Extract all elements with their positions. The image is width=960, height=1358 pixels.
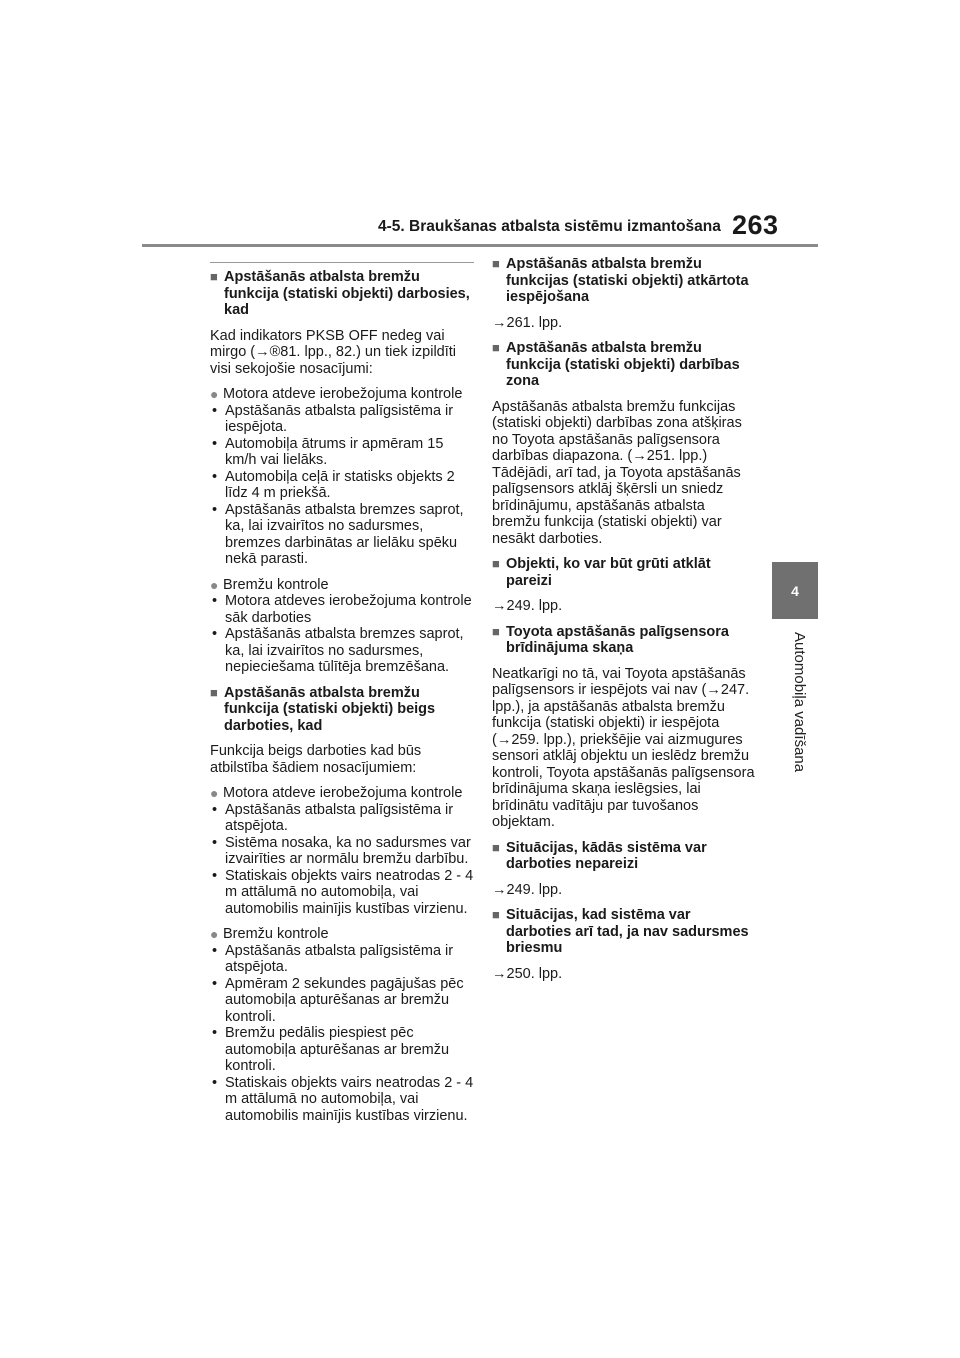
page-reference[interactable]: →249. lpp. xyxy=(492,881,563,898)
section-heading-text: Situācijas, kādās sistēma var darboties nepareizi xyxy=(506,839,707,872)
header-rule xyxy=(142,244,818,247)
section-heading-text: Apstāšanās atbalsta bremžu funkcija (statiski objekti) darbības zona xyxy=(506,340,740,389)
bullet-list xyxy=(210,593,474,676)
bullet-icon: • xyxy=(212,867,218,884)
bullet-item xyxy=(210,943,474,976)
section-heading-text: Apstāšanās atbalsta bremžu funkcija (statiski objekti) darbosies, kad xyxy=(224,269,470,318)
bullet-text: Sistēma nosaka, ka no sadursmes var izvairīties ar normālu bremžu darbību. xyxy=(225,834,471,867)
bullet-text: Automobiļa ceļā ir statisks objekts 2 līdz 4 m priekšā. xyxy=(225,468,455,501)
section-heading xyxy=(492,624,756,657)
bullet-icon: • xyxy=(212,402,218,419)
chapter-tab xyxy=(772,562,818,619)
bullet-item xyxy=(210,976,474,1026)
bullet-text: Apstāšanās atbalsta bremzes saprot, ka, lai izvairītos no sadursmes, nepieciešama tūlītēja bremzēšana. xyxy=(225,626,464,675)
chapter-side-label: Automobiļa vadīšana xyxy=(791,632,808,773)
square-marker-icon: ■ xyxy=(492,907,500,922)
bullet-list xyxy=(210,943,474,1125)
square-marker-icon: ■ xyxy=(492,556,500,571)
section-heading xyxy=(492,840,756,873)
bullet-text: Motora atdeves ierobežojuma kontrole sāk darboties xyxy=(225,593,472,626)
bullet-text: Apstāšanās atbalsta palīgsistēma ir iespējota. xyxy=(225,402,454,435)
square-marker-icon: ■ xyxy=(492,623,500,639)
bullet-item xyxy=(210,469,474,502)
chapter-title: 4-5. Braukšanas atbalsta sistēmu izmantošana xyxy=(378,218,721,235)
bullet-item xyxy=(210,1025,474,1075)
circle-bullet-icon: ● xyxy=(210,576,219,593)
bullet-text: Statiskais objekts vairs neatrodas 2 - 4 m attālumā no automobiļa, vai automobilis mainījis kustības virzienu. xyxy=(225,867,474,917)
section-heading xyxy=(492,256,756,306)
square-marker-icon: ■ xyxy=(210,269,218,284)
section-heading-text: Toyota apstāšanās palīgsensora brīdinājuma skaņa xyxy=(506,623,729,656)
square-marker-icon: ■ xyxy=(210,684,218,700)
circle-bullet-icon: ● xyxy=(210,386,219,402)
bullet-icon: • xyxy=(212,1074,218,1091)
paragraph: Kad indikators PKSB OFF nedeg vai mirgo (→®81. lpp., 82.) un tiek izpildīti visi sekojošie nosacījumi: xyxy=(210,327,457,377)
section-heading xyxy=(210,269,474,319)
paragraph: Neatkarīgi no tā, vai Toyota apstāšanās palīgsensors ir iespējots vai nav (→247. lpp.), ja apstāšanās atbalsta bremžu funkcija (statiski objekti) ir iespējota (→259. lpp.), priekšējie vai aizmugures sensori atklāj objektu un ieslēdz bremžu kontroli, Toyota apstāšanās palīgsensora brīdinājuma skaņa ieslēgsies, lai brīdinātu vadītāju par tuvošanos objektam. xyxy=(492,665,755,830)
bullet-icon: • xyxy=(212,1025,218,1041)
bullet-text: Apmēram 2 sekundes pagājušas pēc automobiļa apturēšanas ar bremžu kontroli. xyxy=(225,975,464,1025)
bullet-item xyxy=(210,403,474,436)
bullet-text: Bremžu pedālis piespiest pēc automobiļa apturēšanas ar bremžu kontroli. xyxy=(225,1025,450,1074)
bullet-item xyxy=(210,1075,474,1125)
bullet-icon: • xyxy=(212,435,218,452)
right-column xyxy=(492,256,756,991)
bullet-text: Apstāšanās atbalsta palīgsistēma ir atspējota. xyxy=(225,801,454,834)
page-number: 263 xyxy=(732,210,779,240)
bullet-icon: • xyxy=(212,942,218,959)
page-reference[interactable]: →249. lpp. xyxy=(492,598,563,614)
bullet-item xyxy=(210,626,474,676)
square-marker-icon: ■ xyxy=(492,340,500,355)
section-heading-text: Apstāšanās atbalsta bremžu funkcija (statiski objekti) beigs darboties, kad xyxy=(224,684,436,734)
bullet-icon: • xyxy=(212,801,218,818)
bullet-text: Apstāšanās atbalsta bremzes saprot, ka, lai izvairītos no sadursmes, bremzes darbinātas ar lielāku spēku nekā parasti. xyxy=(225,501,464,567)
bullet-item xyxy=(210,593,474,626)
circle-item xyxy=(210,386,474,403)
bullet-item xyxy=(210,802,474,835)
circle-item xyxy=(210,785,474,802)
bullet-item xyxy=(210,436,474,469)
bullet-text: Apstāšanās atbalsta palīgsistēma ir atspējota. xyxy=(225,942,454,975)
circle-item-text: Motora atdeve ierobežojuma kontrole xyxy=(223,785,463,801)
page-reference[interactable]: →261. lpp. xyxy=(492,314,563,331)
chapter-tab-number: 4 xyxy=(791,582,799,599)
circle-bullet-icon: ● xyxy=(210,926,219,942)
bullet-item xyxy=(210,835,474,868)
bullet-list xyxy=(210,403,474,568)
page-reference[interactable]: →250. lpp. xyxy=(492,965,563,982)
section-heading xyxy=(492,556,756,589)
bullet-item xyxy=(210,868,474,918)
bullet-text: Automobiļa ātrums ir apmēram 15 km/h vai lielāks. xyxy=(225,435,444,468)
bullet-icon: • xyxy=(212,501,218,518)
bullet-icon: • xyxy=(212,834,218,851)
bullet-item xyxy=(210,502,474,568)
section-heading xyxy=(492,340,756,390)
bullet-icon: • xyxy=(212,593,218,609)
circle-item-text: Bremžu kontrole xyxy=(223,926,329,942)
circle-item-text: Motora atdeve ierobežojuma kontrole xyxy=(223,386,463,402)
bullet-icon: • xyxy=(212,626,218,642)
bullet-icon: • xyxy=(212,468,218,485)
circle-item xyxy=(210,926,474,943)
left-column xyxy=(210,262,474,1133)
paragraph: Funkcija beigs darboties kad būs atbilstība šādiem nosacījumiem: xyxy=(210,743,422,776)
section-heading-text: Apstāšanās atbalsta bremžu funkcijas (statiski objekti) atkārtota iespējošana xyxy=(506,256,749,305)
circle-item xyxy=(210,577,474,594)
column-rule xyxy=(210,262,474,263)
square-marker-icon: ■ xyxy=(492,839,500,855)
section-heading-text: Objekti, ko var būt grūti atklāt pareizi xyxy=(506,556,711,589)
square-marker-icon: ■ xyxy=(492,256,500,271)
bullet-list xyxy=(210,802,474,918)
section-heading xyxy=(210,685,474,735)
paragraph: Apstāšanās atbalsta bremžu funkcijas (statiski objekti) darbības zona atšķiras no Toyota apstāšanās palīgsensora darbības diapazona. (→251. lpp.) Tādējādi, arī tad, ja Toyota apstāšanās palīgsensors atklāj šķērsli un sniedz brīdinājumu, apstāšanās atbalsta bremžu funkcija (statiski objekti) var nesākt darboties. xyxy=(492,398,742,547)
circle-bullet-icon: ● xyxy=(210,785,219,801)
section-heading xyxy=(492,907,756,957)
bullet-text: Statiskais objekts vairs neatrodas 2 - 4 m attālumā no automobiļa, vai automobilis mainījis kustības virzienu. xyxy=(225,1074,474,1124)
circle-item-text: Bremžu kontrole xyxy=(223,576,329,593)
section-heading-text: Situācijas, kad sistēma var darboties arī tad, ja nav sadursmes briesmu xyxy=(506,907,749,956)
bullet-icon: • xyxy=(212,975,218,992)
